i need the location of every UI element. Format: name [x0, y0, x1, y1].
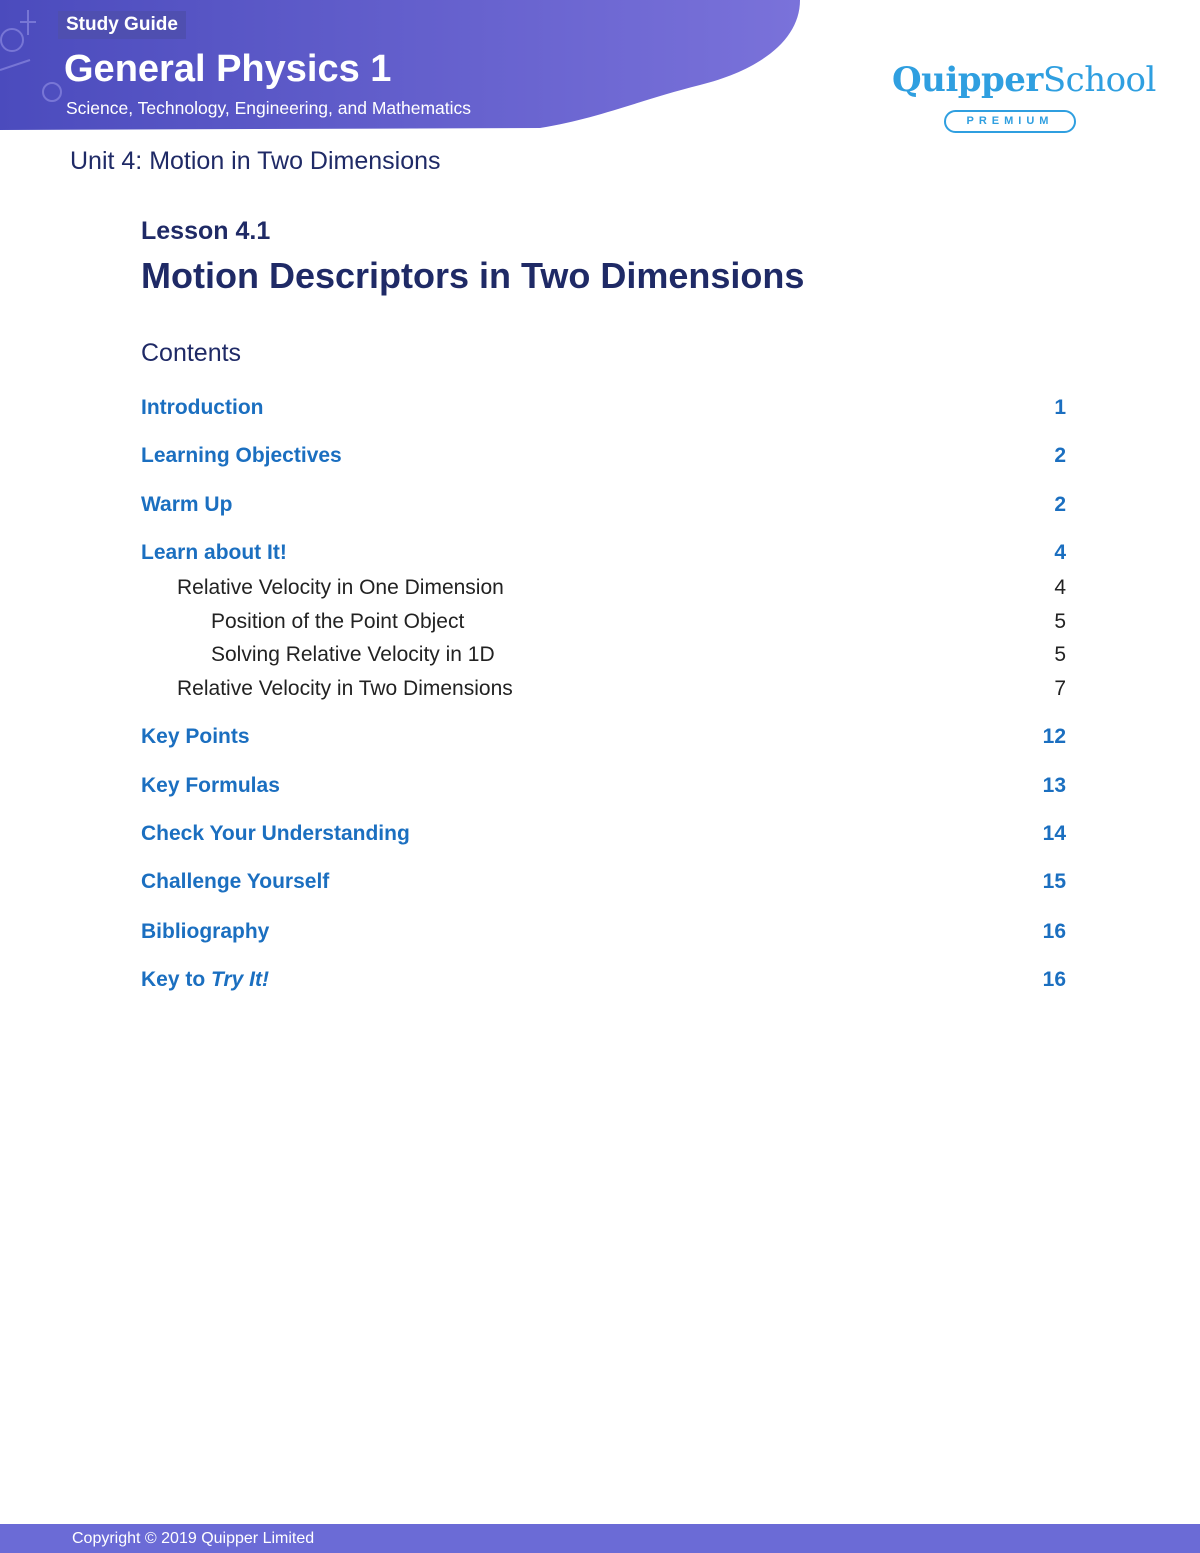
toc-entry-check-your-understanding[interactable]	[141, 818, 1070, 850]
toc-entry-label: Warm Up	[141, 493, 233, 516]
toc-entry-label: Solving Relative Velocity in 1D	[211, 643, 495, 666]
toc-entry-key-points[interactable]	[141, 721, 1070, 753]
toc-entry-relative-velocity-1d[interactable]	[141, 572, 1070, 604]
logo-wordmark	[892, 58, 1156, 102]
toc-entry-page: 16	[1042, 920, 1066, 943]
toc-entry-key-formulas[interactable]	[141, 770, 1070, 802]
toc-entry-label: Key Formulas	[141, 774, 280, 797]
logo-word-regular: School	[1042, 60, 1156, 100]
toc-entry-page: 2	[1054, 444, 1066, 467]
toc-entry-page: 16	[1042, 968, 1066, 991]
copyright-text: Copyright © 2019 Quipper Limited	[72, 1530, 315, 1547]
lesson-title: Motion Descriptors in Two Dimensions	[141, 255, 805, 296]
toc-entry-relative-velocity-2d[interactable]	[141, 673, 1070, 705]
toc-entry-label-text: Key to	[141, 968, 212, 991]
toc-entry-label: Challenge Yourself	[141, 870, 330, 893]
unit-heading: Unit 4: Motion in Two Dimensions	[70, 147, 441, 175]
toc-entry-label: Key Points	[141, 725, 250, 748]
toc-entry-label: Relative Velocity in One Dimension	[177, 576, 504, 599]
toc-entry-label: Introduction	[141, 396, 264, 419]
logo-word-bold: Quipper	[892, 60, 1043, 100]
course-title: General Physics 1	[64, 48, 392, 90]
contents-heading: Contents	[141, 339, 242, 367]
toc-entry-label: Position of the Point Object	[211, 610, 465, 633]
toc-entry-page: 4	[1054, 541, 1066, 564]
quipper-school-logo	[892, 58, 1156, 138]
toc-entry-page: 5	[1054, 610, 1066, 633]
toc-entry-challenge-yourself[interactable]	[141, 866, 1070, 898]
toc-entry-page: 14	[1042, 822, 1066, 845]
premium-badge: PREMIUM	[944, 110, 1076, 133]
toc-entry-warm-up[interactable]	[141, 489, 1070, 521]
toc-entry-page: 15	[1042, 870, 1066, 893]
toc-entry-page: 7	[1054, 677, 1066, 700]
toc-entry-page: 4	[1054, 576, 1066, 599]
toc-entry-key-to-try-it[interactable]	[141, 964, 1070, 996]
toc-entry-learn-about-it[interactable]	[141, 537, 1070, 569]
toc-entry-learning-objectives[interactable]	[141, 440, 1070, 472]
toc-entry-bibliography[interactable]	[141, 916, 1070, 948]
toc-entry-label: Bibliography	[141, 920, 270, 943]
toc-entry-page: 5	[1054, 643, 1066, 666]
study-guide-tag: Study Guide	[58, 11, 186, 39]
toc-entry-position-point-object[interactable]	[141, 606, 1070, 638]
toc-entry-solving-relative-velocity-1d[interactable]	[141, 639, 1070, 671]
lesson-label: Lesson 4.1	[141, 217, 271, 245]
toc-entry-page: 13	[1042, 774, 1066, 797]
toc-entry-page: 12	[1042, 725, 1066, 748]
toc-entry-label: Learning Objectives	[141, 444, 342, 467]
toc-entry-page: 2	[1054, 493, 1066, 516]
toc-entry-label: Relative Velocity in Two Dimensions	[177, 677, 513, 700]
course-subtitle: Science, Technology, Engineering, and Mathematics	[66, 98, 472, 118]
toc-entry-label	[141, 964, 269, 996]
toc-entry-label: Learn about It!	[141, 541, 287, 564]
toc-entry-label-italic: Try It!	[211, 968, 269, 991]
toc-entry-page: 1	[1054, 396, 1066, 419]
footer-bar	[0, 1524, 1200, 1553]
toc-entry-introduction[interactable]	[141, 392, 1070, 424]
toc-entry-label: Check Your Understanding	[141, 822, 410, 845]
